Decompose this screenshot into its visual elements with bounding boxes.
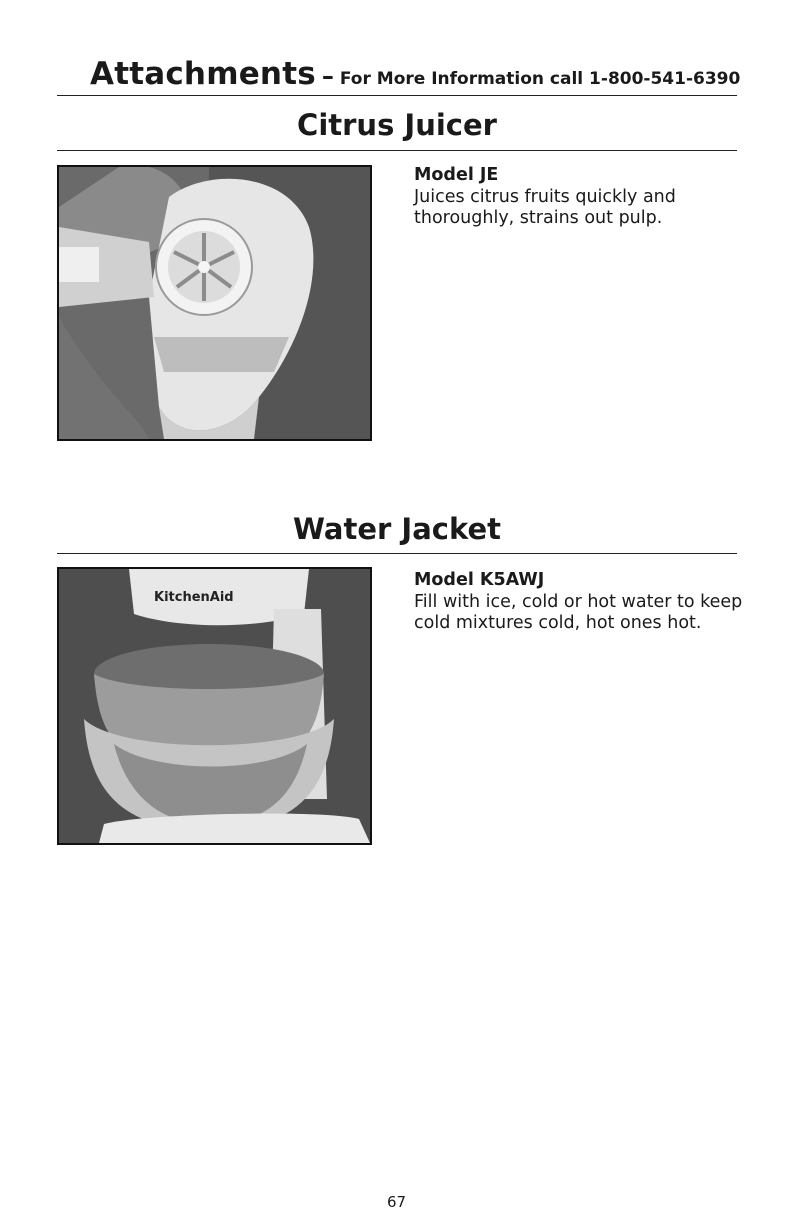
section-rule-citrus-juicer — [57, 150, 737, 151]
page-header — [90, 56, 740, 92]
water-jacket-model: Model K5AWJ — [414, 570, 545, 590]
citrus-juicer-description: Juices citrus fruits quickly and thoroughly, strains out pulp. — [414, 187, 676, 228]
header-rule — [57, 95, 737, 96]
water-jacket-description-block — [414, 570, 744, 634]
citrus-juicer-model: Model JE — [414, 165, 499, 185]
section-title-citrus-juicer: Citrus Juicer — [297, 108, 497, 142]
citrus-juicer-photo — [57, 165, 372, 441]
header-contact: For More Information call 1-800-541-6390 — [339, 69, 741, 89]
page-number: 67 — [386, 1193, 407, 1211]
header-title: Attachments — [90, 56, 316, 92]
section-title-water-jacket: Water Jacket — [292, 512, 502, 546]
citrus-juicer-description-block — [414, 165, 744, 229]
section-rule-water-jacket — [57, 553, 737, 554]
water-jacket-description: Fill with ice, cold or hot water to keep cold mixtures cold, hot ones hot. — [414, 592, 743, 633]
header-separator: – — [321, 62, 334, 90]
kitchenaid-logo-text: KitchenAid — [154, 590, 234, 605]
water-jacket-photo — [57, 567, 372, 845]
